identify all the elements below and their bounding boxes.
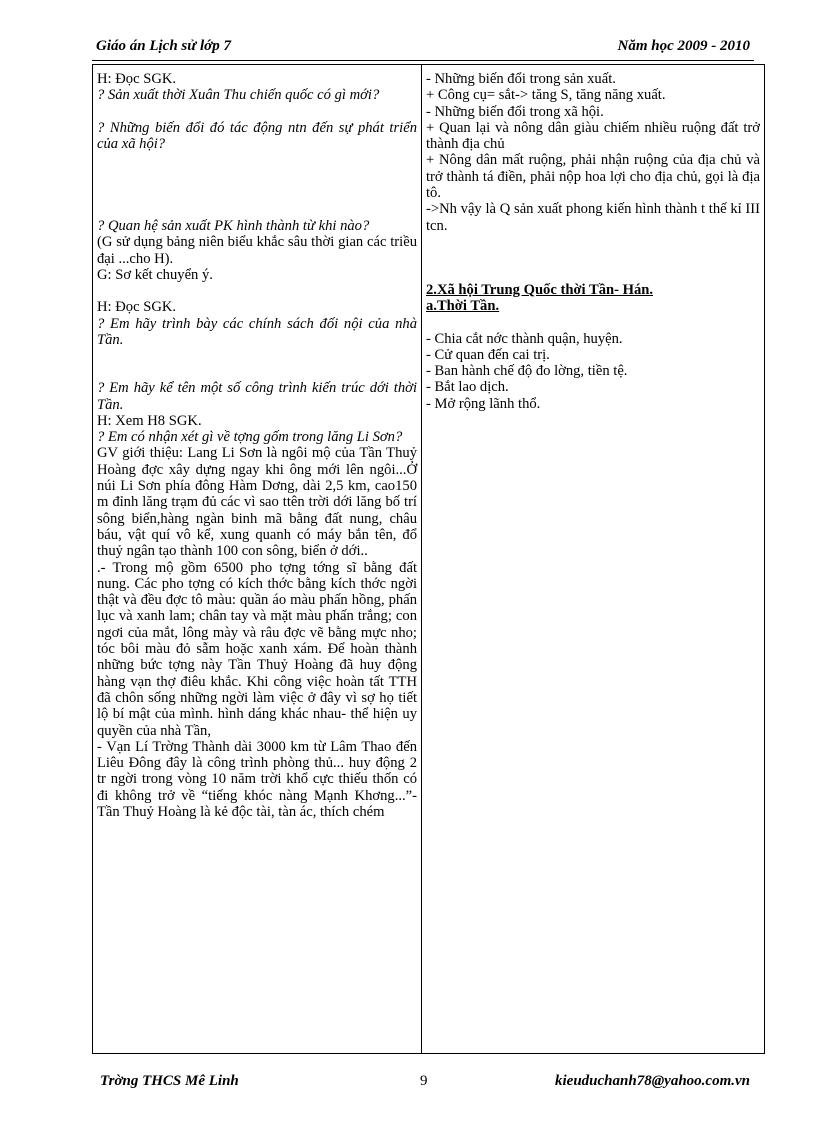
- footer-page-number: 9: [420, 1073, 428, 1089]
- right-line-6: ->Nh vậy là Q sản xuất phong kiến hình thành t thế kỉ III tcn.: [426, 201, 760, 234]
- header-course-title: Giáo án Lịch sử lớp 7: [96, 38, 231, 54]
- left-question-2: ? Những biến đổi đó tác động ntn đến sự phát triển của xã hội?: [97, 119, 417, 152]
- spacer: [97, 152, 417, 218]
- left-question-4: ? Em hãy trình bày các chính sách đối nội của nhà Tần.: [97, 315, 417, 348]
- right-policy-3: - Ban hành chế độ đo lờng, tiền tệ.: [426, 363, 628, 380]
- right-policy-4: - Bắt lao dịch.: [426, 379, 509, 396]
- spacer: [426, 315, 760, 331]
- left-line-view: H: Xem H8 SGK.: [97, 412, 202, 429]
- right-line-3: - Những biến đổi trong xã hội.: [426, 103, 604, 120]
- teacher-student-activity-column: [93, 65, 422, 1054]
- right-line-4: + Quan lại và nông dân giàu chiếm nhiều ruộng đất trở thành địa chủ: [426, 119, 760, 153]
- left-intro-li-son: GV giới thiệu: Lang Li Sơn là ngôi mộ của Tần Thuỷ Hoàng đợc xây dựng ngay khi ông mới lên ngôi...Ở núi Li Sơn phía đông Hàm Dơng, dài 2,5 km, cao150 m đỉnh lăng trạm đủ các vì sao ttên trời dới lăng bố trí sông biển,hàng ngàn binh mã bằng đất nung, châu báu, vật quí vô kể, xung quanh có máy bắn tên, đổ thuỷ ngân tạo thành 100 con sông, biển ở dới..: [97, 445, 417, 560]
- lesson-table: [92, 64, 765, 1054]
- footer-email: kieuduchanh78@yahoo.com.vn: [555, 1073, 750, 1089]
- left-summary: G: Sơ kết chuyển ý.: [97, 267, 213, 284]
- section-subtitle: a.Thời Tần.: [426, 298, 500, 315]
- right-line-2: + Công cụ= sắt-> tăng S, tăng năng xuất.: [426, 87, 666, 104]
- spacer: [97, 348, 417, 380]
- content-column: [422, 65, 765, 1054]
- left-question-3: ? Quan hệ sản xuất PK hình thành từ khi nào?: [97, 218, 370, 235]
- spacer: [426, 234, 760, 282]
- section-title: 2.Xã hội Trung Quốc thời Tần- Hán.: [426, 281, 654, 298]
- spacer: [97, 283, 417, 299]
- left-note-timeline: (G sử dụng bảng niên biểu khắc sâu thời gian các triều đại ...cho H).: [97, 234, 417, 267]
- right-policy-1: - Chia cắt nớc thành quận, huyện.: [426, 330, 623, 347]
- footer-school: Trờng THCS Mê Linh: [100, 1073, 239, 1089]
- left-question-6: ? Em có nhận xét gì về tợng gốm trong lăng Li Sơn?: [97, 429, 403, 446]
- left-question-1: ? Sản xuất thời Xuân Thu chiến quốc có gì mới?: [97, 87, 380, 104]
- right-policy-5: - Mở rộng lãnh thổ.: [426, 395, 541, 412]
- header-rule: [92, 60, 754, 61]
- left-question-5: ? Em hãy kể tên một số công trình kiến trúc dới thời Tần.: [97, 380, 417, 413]
- left-line-1: H: Đọc SGK.: [97, 71, 177, 87]
- header-school-year: Năm học 2009 - 2010: [617, 38, 750, 54]
- page-header: [96, 38, 750, 60]
- right-line-5: + Nông dân mất ruộng, phải nhận ruộng của địa chủ và trở thành tá điền, phải nộp hoa lợi cho địa chủ, gọi là địa tô.: [426, 152, 760, 202]
- page-footer: [100, 1073, 750, 1095]
- left-line-read: H: Đọc SGK.: [97, 299, 177, 316]
- left-terracotta: .- Trong mộ gồm 6500 pho tợng tớng sĩ bằng đất nung. Các pho tợng có kích thớc bằng kích thớc ngời thật và đều đợc tô màu: quần áo màu phấn hồng, phấn lục và xanh lam; chân tay và mặt màu phấn trắng; con ngơi của mắt, lông mày và râu đợc vẽ bằng mực nho; tóc bôi màu đỏ sẫm hoặc xanh xám. Để hoàn thành những bức tợng này Tần Thuỷ Hoàng đã huy động hàng vạn thợ điêu khắc. Khi công việc hoàn tất TTH đã chôn sống những ngời làm việc ở đây vì sợ họ tiết lộ bí mật của mình. hình dáng khác nhau- thể hiện uy quyền của nhà Tần,: [97, 559, 417, 739]
- spacer: [97, 104, 417, 120]
- left-great-wall: - Vạn Lí Trờng Thành dài 3000 km từ Lâm Thao đến Liêu Đông đây là công trình phòng thủ... huy động 2 tr ngời trong vòng 10 năm trời khổ cực thiếu thốn có đi không trở về “tiếng khóc nàng Mạnh Khơng...”- Tần Thuỷ Hoàng là kẻ độc tài, tàn ác, thích chém: [97, 738, 417, 820]
- right-line-1: - Những biến đổi trong sản xuất.: [426, 71, 616, 87]
- right-policy-2: - Cử quan đến cai trị.: [426, 346, 550, 363]
